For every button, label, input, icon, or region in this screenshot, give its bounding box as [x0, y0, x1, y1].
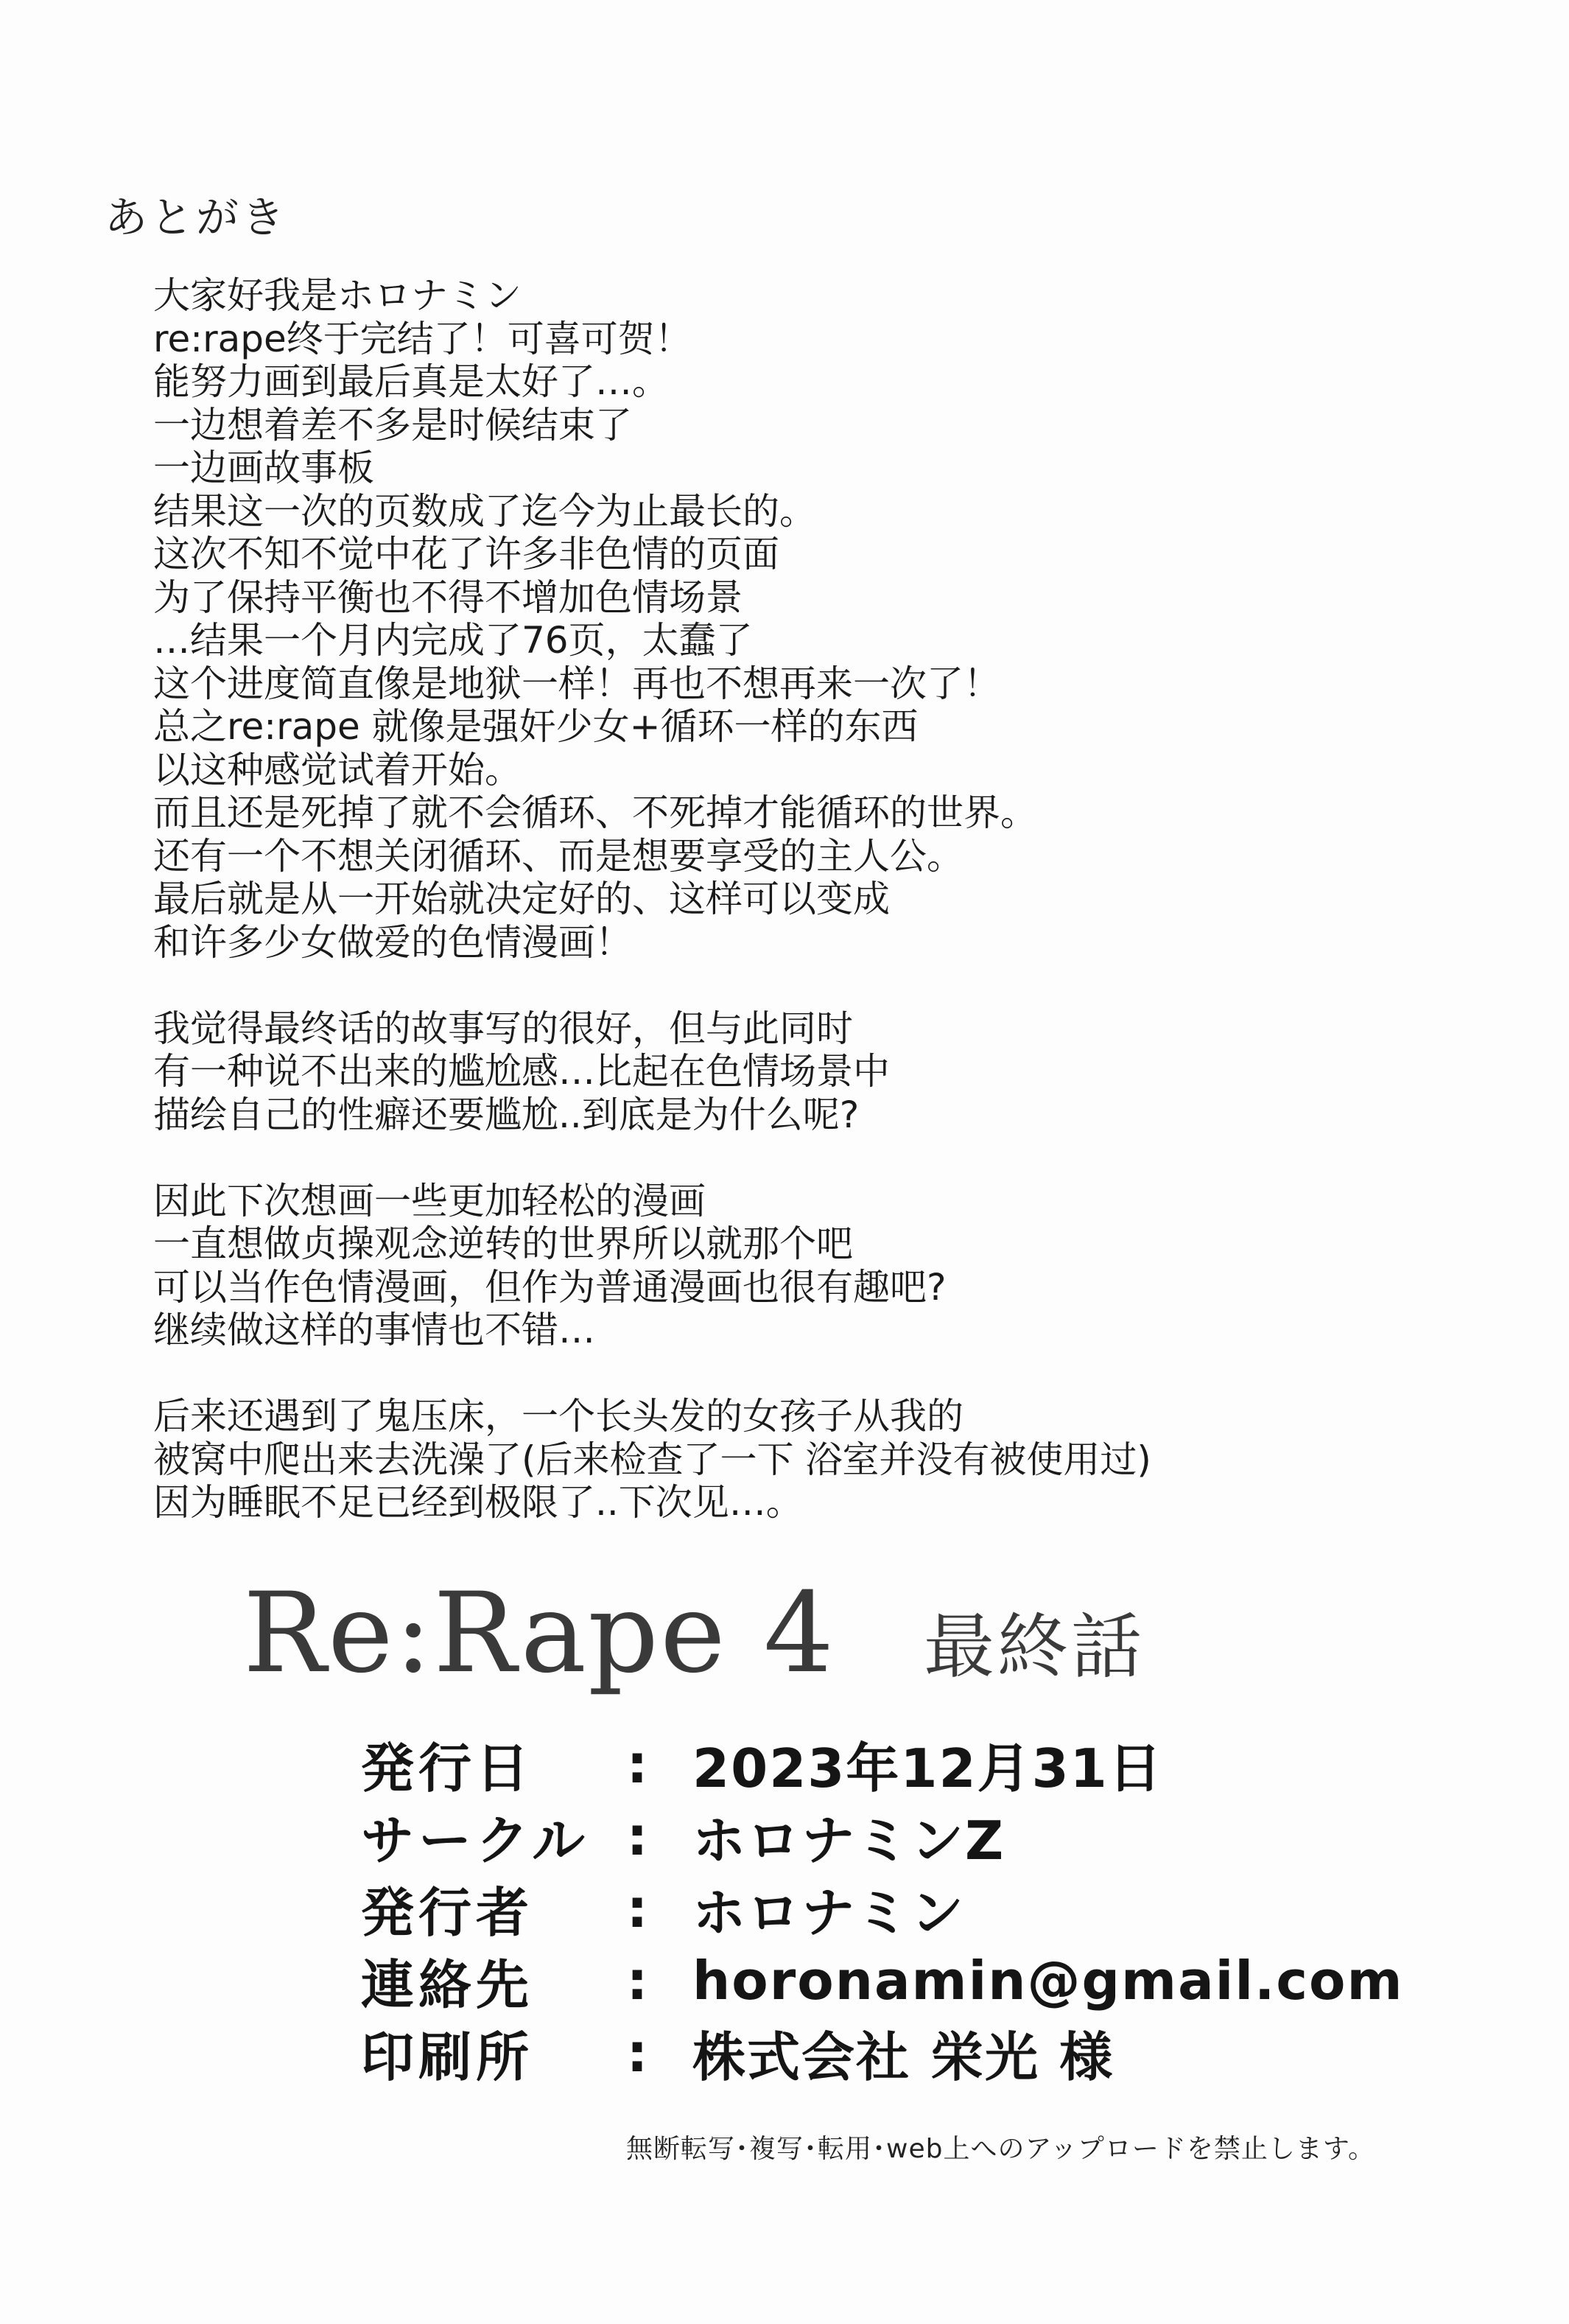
afterword-line: 被窝中爬出来去洗澡了(后来检查了一下 浴室并没有被使用过) [153, 1438, 1151, 1481]
paragraph-gap [153, 1352, 1479, 1396]
colophon-separator: : [626, 1733, 648, 1795]
afterword-line: 最后就是从一开始就决定好的、这样可以变成 [153, 878, 890, 920]
afterword-line: 大家好我是ホロナミン [153, 274, 522, 317]
colophon-label: 発行者 [361, 1882, 534, 1944]
afterword-line: 以这种感觉试着开始。 [153, 748, 522, 791]
afterword-line: 总之re:rape 就像是强奸少女+循环一样的东西 [153, 705, 919, 748]
afterword-line: 和许多少女做爱的色情漫画！ [153, 920, 632, 964]
afterword-line: 我觉得最终话的故事写的很好，但与此同时 [153, 1007, 853, 1050]
colophon-row-printer [361, 2017, 1510, 2089]
afterword-line: 而且还是死掉了就不会循环、不死掉才能循环的世界。 [153, 791, 1037, 834]
afterword-line: 这次不知不觉中花了许多非色情的页面 [153, 533, 779, 575]
colophon-label: 発行日 [361, 1737, 534, 1799]
colophon-separator: : [626, 1805, 648, 1867]
work-title-subtitle: 最終話 [923, 1606, 1145, 1688]
colophon-separator: : [626, 1877, 648, 1939]
afterword-line: 一边想着差不多是时候结束了 [153, 403, 632, 447]
colophon-row-circle [361, 1800, 1510, 1872]
colophon-row-contact [361, 1945, 1510, 2017]
contact-email: horonamin@gmail.com [692, 1950, 1404, 2012]
afterword-line: 因此下次想画一些更加轻松的漫画 [153, 1179, 706, 1222]
afterword-line: 一边画故事板 [153, 447, 374, 489]
work-title [243, 1569, 1145, 1698]
work-title-main: Re:Rape 4 [243, 1569, 835, 1698]
afterword-line: 后来还遇到了鬼压床，一个长头发的女孩子从我的 [153, 1395, 963, 1438]
afterword-line: 描绘自己的性癖还要尴尬..到底是为什么呢? [153, 1093, 860, 1136]
paragraph-gap [153, 1136, 1479, 1180]
colophon-value: ホロナミンZ [692, 1810, 1005, 1872]
colophon-row-publish-date [361, 1728, 1510, 1800]
colophon-value: 株式会社 栄光 様 [692, 2026, 1115, 2088]
afterword-body [153, 274, 1479, 1525]
afterword-line: 结果这一次的页数成了迄今为止最长的。 [153, 489, 816, 533]
afterword-line: 为了保持平衡也不得不增加色情场景 [153, 575, 743, 619]
colophon-row-publisher [361, 1872, 1510, 1945]
afterword-line: 能努力画到最后真是太好了…。 [153, 360, 669, 403]
afterword-line: 可以当作色情漫画，但作为普通漫画也很有趣吧? [153, 1265, 947, 1309]
afterword-line: 这个进度简直像是地狱一样！再也不想再来一次了！ [153, 662, 1000, 705]
afterword-line: 一直想做贞操观念逆转的世界所以就那个吧 [153, 1222, 853, 1265]
colophon-separator: : [626, 2022, 648, 2084]
colophon-label: 連絡先 [361, 1954, 534, 2016]
afterword-line: 有一种说不出来的尴尬感…比起在色情场景中 [153, 1050, 890, 1093]
afterword-line: re:rape终于完结了！可喜可贺！ [153, 317, 692, 360]
afterword-line: 继续做这样的事情也不错… [153, 1309, 595, 1351]
afterword-title: あとがき [105, 192, 288, 242]
colophon-value: ホロナミン [692, 1882, 966, 1944]
afterword-line: 还有一个不想关闭循环、而是想要享受的主人公。 [153, 834, 963, 878]
colophon-label: サークル [361, 1810, 589, 1872]
colophon-label: 印刷所 [361, 2026, 534, 2088]
copyright-notice: 無断転写･複写･転用･web上へのアップロードを禁止します。 [626, 2134, 1376, 2164]
colophon-separator: : [626, 1950, 648, 2012]
afterword-line: …结果一个月内完成了76页，太蠢了 [153, 619, 753, 662]
afterword-line: 因为睡眠不足已经到极限了..下次见…。 [153, 1481, 803, 1524]
colophon-value: 2023年12月31日 [692, 1737, 1163, 1799]
paragraph-gap [153, 964, 1479, 1007]
colophon [361, 1728, 1510, 2089]
